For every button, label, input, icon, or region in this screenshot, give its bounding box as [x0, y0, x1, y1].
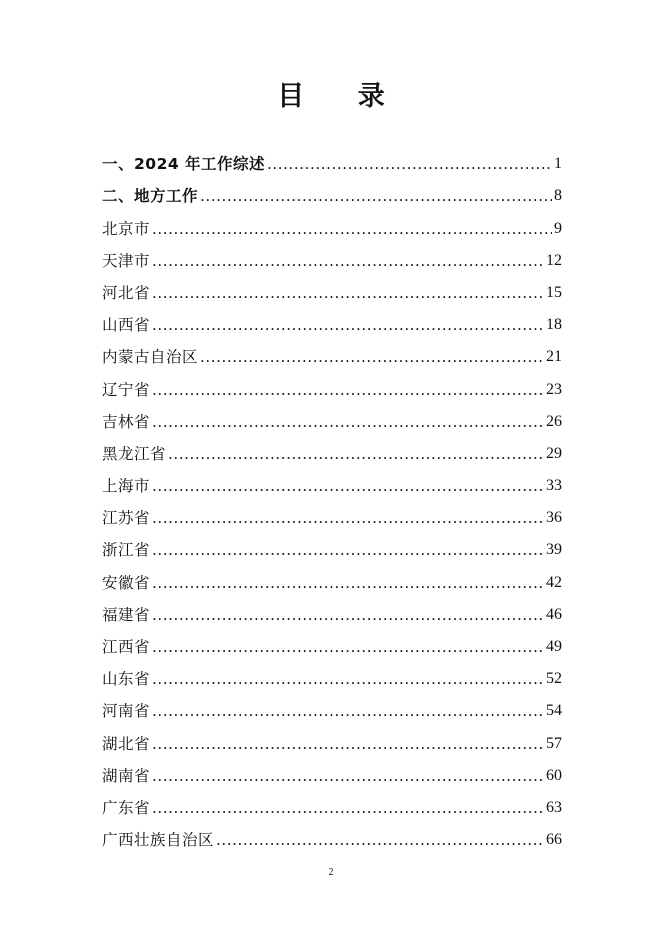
toc-entry-page: 26	[546, 412, 562, 430]
toc-entry[interactable]	[102, 303, 562, 335]
toc-entry-label: 浙江省	[102, 541, 151, 560]
toc-entry-label: 福建省	[102, 605, 151, 624]
toc-leader-dots	[168, 444, 544, 464]
toc-entry-page: 12	[546, 251, 562, 269]
toc-entry-page: 36	[546, 509, 562, 527]
toc-leader-dots	[152, 798, 544, 818]
toc-entry[interactable]	[102, 271, 562, 303]
toc-entry[interactable]	[102, 174, 562, 206]
toc-entry[interactable]	[102, 239, 562, 271]
toc-leader-dots	[152, 573, 544, 593]
toc-entry[interactable]	[102, 818, 562, 850]
toc-entry[interactable]	[102, 464, 562, 496]
toc-leader-dots	[200, 186, 552, 206]
toc-entry-page: 42	[546, 573, 562, 591]
toc-leader-dots	[152, 669, 544, 689]
toc-entry-label: 安徽省	[102, 573, 151, 592]
toc-entry-label: 江苏省	[102, 509, 151, 528]
toc-entry-page: 54	[546, 702, 562, 720]
toc-entry-label: 黑龙江省	[102, 444, 167, 463]
toc-entry-label: 天津市	[102, 251, 151, 270]
toc-leader-dots	[152, 508, 544, 528]
toc-entry-page: 15	[546, 283, 562, 301]
toc-leader-dots	[152, 412, 544, 432]
toc-leader-dots	[152, 605, 544, 625]
toc-entry-page: 46	[546, 605, 562, 623]
toc-leader-dots	[152, 315, 544, 335]
toc-entry[interactable]	[102, 754, 562, 786]
toc-entry-label: 山东省	[102, 670, 151, 689]
toc-entry-page: 57	[546, 734, 562, 752]
toc-entry-page: 18	[546, 316, 562, 334]
toc-entry-page: 9	[554, 219, 562, 237]
toc-entry-label: 江西省	[102, 638, 151, 656]
toc-leader-dots	[267, 154, 552, 174]
toc-entry-label: 上海市	[102, 477, 151, 496]
toc-entry[interactable]	[102, 528, 562, 560]
toc-entry-label: 一、2024 年工作综述	[102, 155, 266, 174]
toc-entry[interactable]	[102, 206, 562, 238]
toc-entry-label: 湖北省	[102, 734, 151, 753]
toc-entry-label: 河北省	[102, 283, 151, 302]
toc-entry-label: 内蒙古自治区	[102, 348, 199, 367]
toc-entry-label: 山西省	[102, 316, 151, 335]
toc-entry-label: 湖南省	[102, 766, 151, 785]
toc-leader-dots	[152, 380, 544, 400]
toc-entry-page: 23	[546, 380, 562, 398]
toc-entry[interactable]	[102, 335, 562, 367]
toc-entry[interactable]	[102, 560, 562, 592]
toc-leader-dots	[152, 637, 544, 657]
toc-leader-dots	[200, 347, 544, 367]
toc-entry[interactable]	[102, 721, 562, 753]
toc-entry[interactable]	[102, 625, 562, 657]
toc-entry[interactable]	[102, 496, 562, 528]
toc-entry-page: 52	[546, 670, 562, 688]
toc-entry-label: 二、地方工作	[102, 187, 199, 206]
toc-leader-dots	[152, 251, 544, 271]
toc-entry-page: 1	[554, 155, 562, 173]
toc-entry-label: 河南省	[102, 702, 151, 721]
toc-entry-page: 39	[546, 541, 562, 559]
toc-leader-dots	[152, 734, 544, 754]
toc-entry-page: 60	[546, 766, 562, 784]
toc-entry[interactable]	[102, 593, 562, 625]
toc-leader-dots	[152, 283, 544, 303]
toc-entry-label: 广东省	[102, 798, 151, 817]
toc-entry[interactable]	[102, 400, 562, 432]
toc-leader-dots	[216, 830, 544, 850]
toc-entry-label: 北京市	[102, 219, 151, 238]
toc-entry-page: 21	[546, 348, 562, 366]
toc-entry-page: 63	[546, 798, 562, 816]
toc-leader-dots	[152, 766, 544, 786]
toc-entry-page: 33	[546, 477, 562, 495]
page-number: 2	[328, 867, 334, 878]
toc-entry-page: 66	[546, 831, 562, 849]
toc-entry[interactable]	[102, 142, 562, 174]
toc-entry-label: 辽宁省	[102, 380, 151, 399]
table-of-contents	[102, 142, 562, 850]
toc-leader-dots	[152, 219, 552, 239]
toc-entry-label: 广西壮族自治区	[102, 831, 215, 850]
page-title: 目 录	[277, 81, 407, 112]
toc-entry[interactable]	[102, 657, 562, 689]
toc-leader-dots	[152, 476, 544, 496]
toc-entry[interactable]	[102, 367, 562, 399]
toc-entry[interactable]	[102, 432, 562, 464]
toc-leader-dots	[152, 701, 544, 721]
toc-entry-page: 8	[554, 187, 562, 205]
toc-entry-label: 吉林省	[102, 412, 151, 431]
toc-entry-page: 29	[546, 444, 562, 462]
toc-leader-dots	[152, 540, 544, 560]
toc-entry[interactable]	[102, 786, 562, 818]
toc-entry-page: 49	[546, 638, 562, 655]
toc-entry[interactable]	[102, 689, 562, 721]
